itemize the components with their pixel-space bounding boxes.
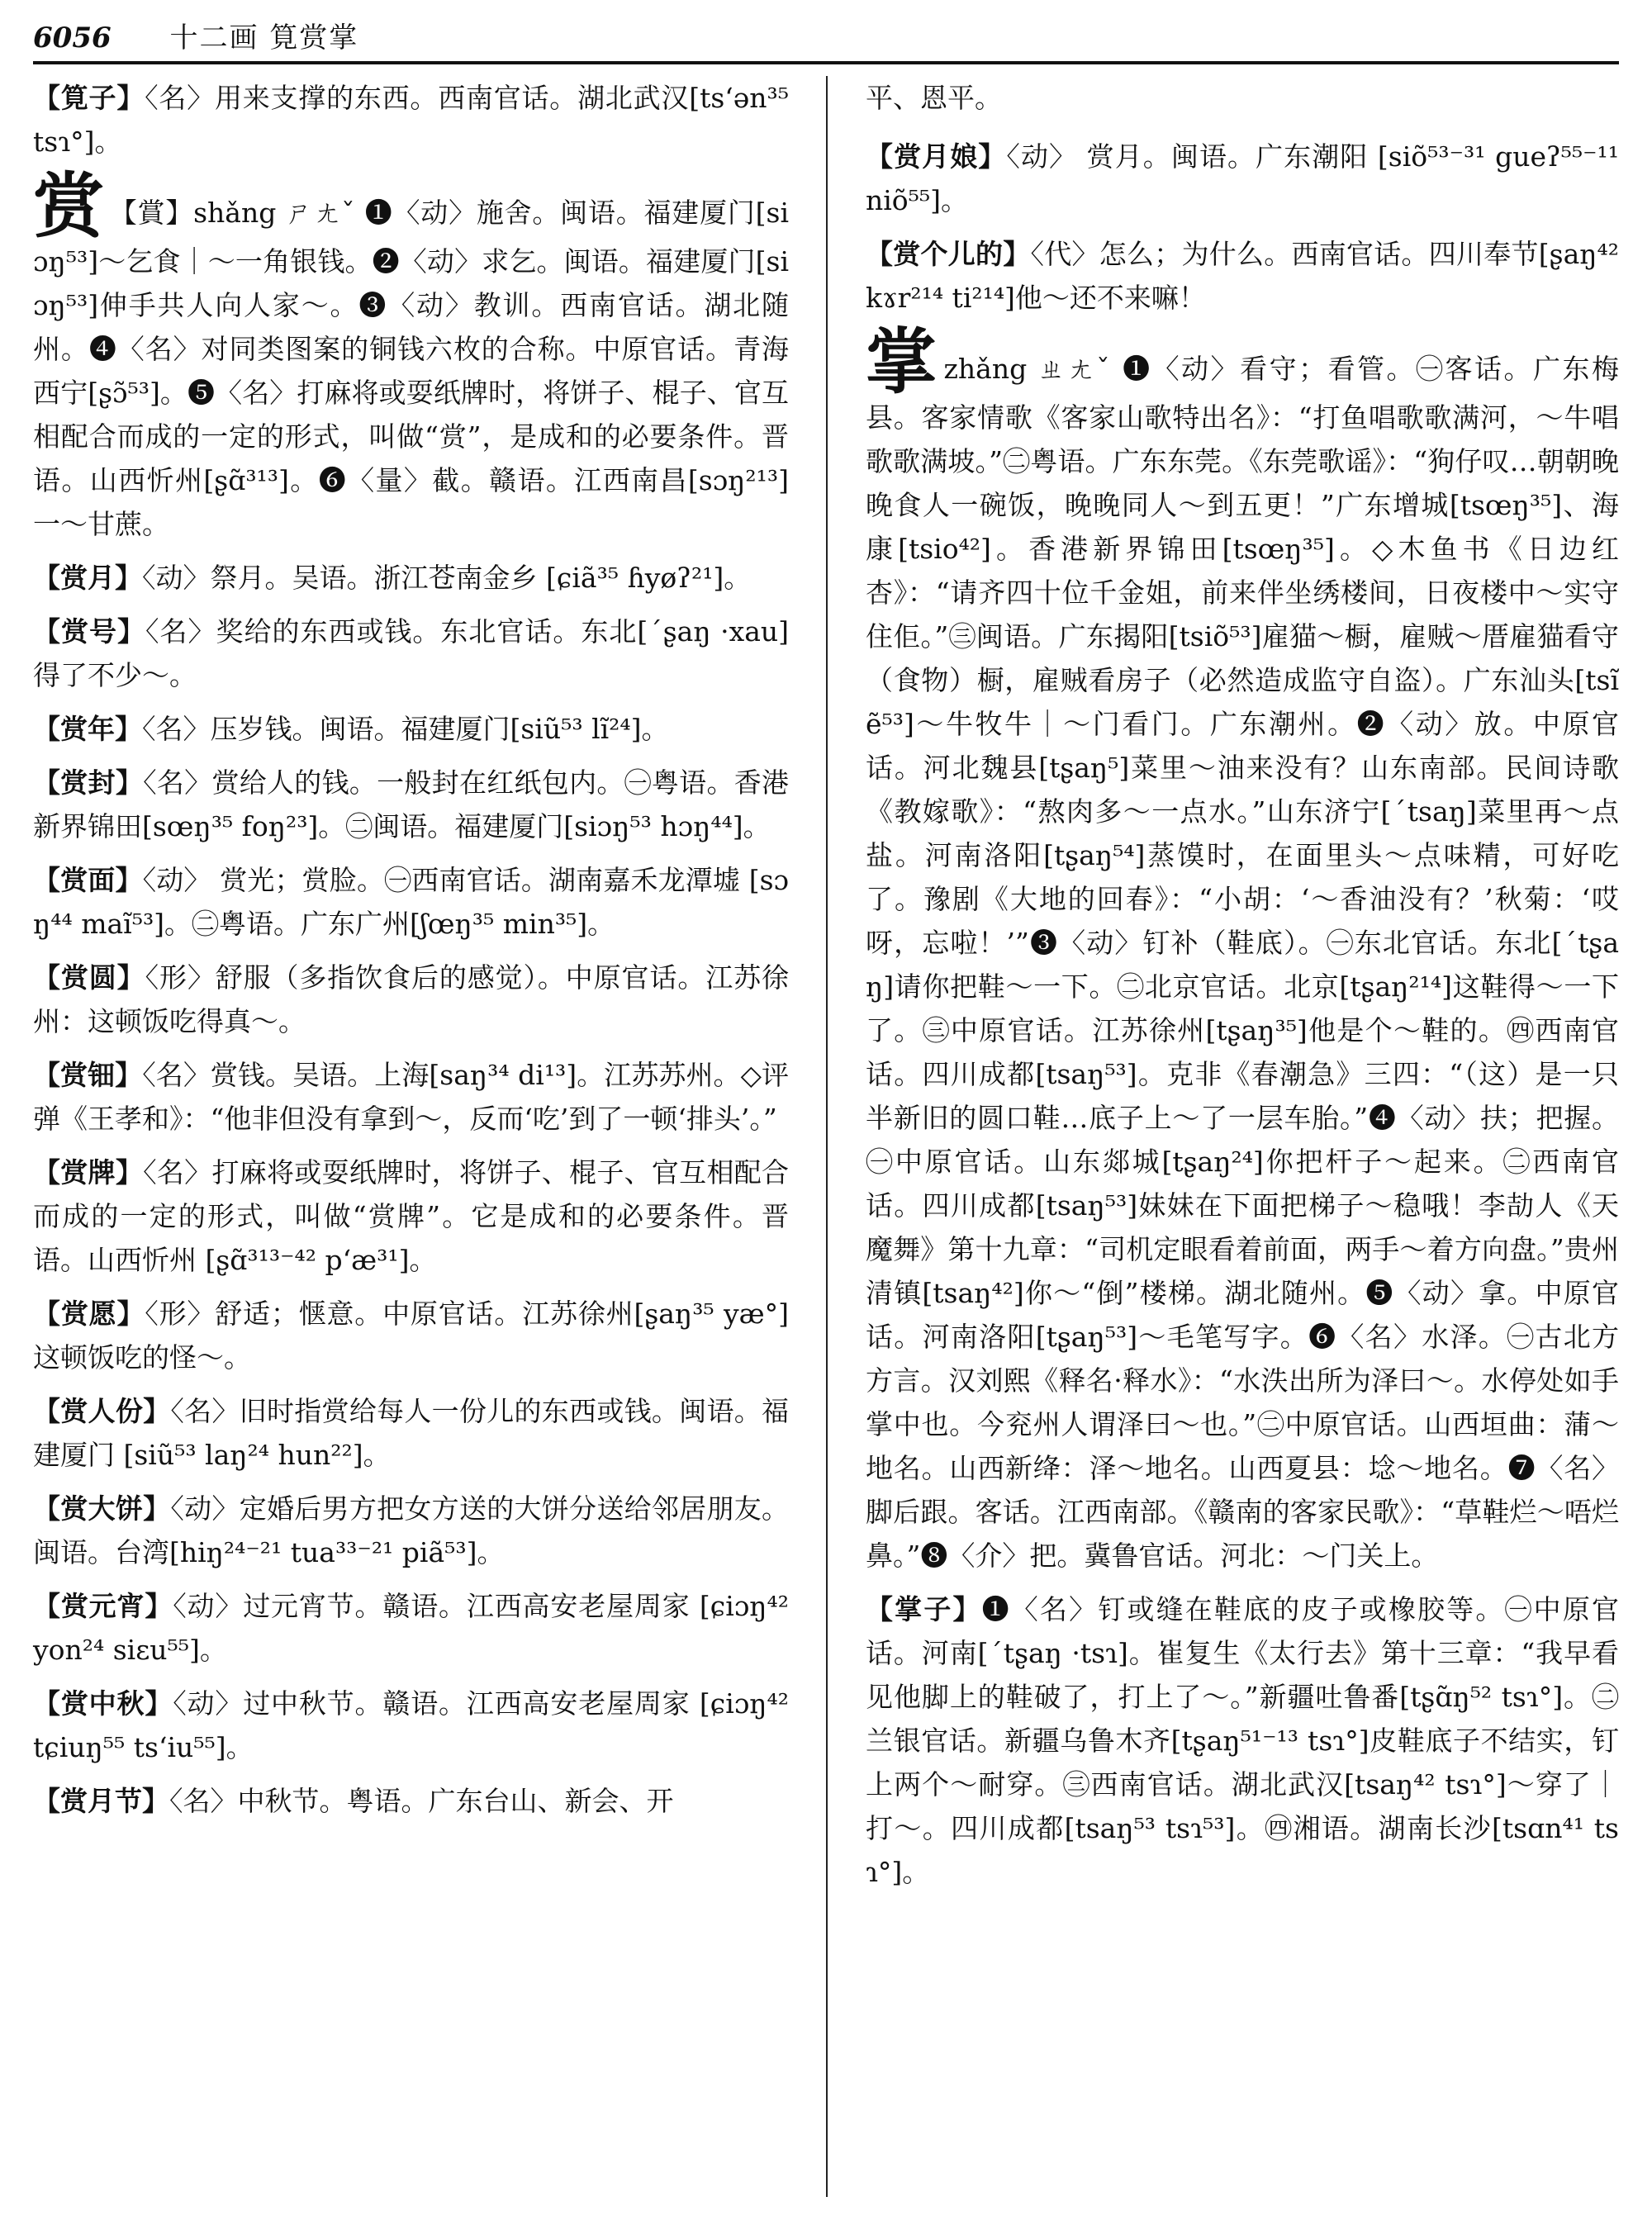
entry (33, 610, 789, 697)
definition: 〈名〉旧时指赏给每人一份儿的东西或钱。闽语。福建厦门 [siũ⁵³ laŋ²⁴ hun²²]。 (33, 1395, 790, 1471)
entry (33, 1151, 789, 1282)
headword: 【赏愿】 (33, 1298, 145, 1330)
entry-continuation (866, 76, 1619, 120)
headword: 【掌子】 (866, 1593, 982, 1625)
entry-main-shang (33, 164, 789, 546)
headword: 【赏面】 (33, 864, 143, 896)
headword: 【赏圆】 (33, 961, 145, 994)
definition: 〈名〉奖给的东西或钱。东北官话。东北[ˊʂaŋ ·xau]得了不少～。 (33, 615, 789, 691)
definition: 〈名〉赏钱。吴语。上海[saŋ³⁴ di¹³]。江苏苏州。◇评弹《王孝和》：“他非但没有拿到～，反而‘吃’到了一顿‘排头’。” (33, 1059, 790, 1135)
headword-character: 赏 (33, 164, 105, 248)
entry (33, 556, 789, 600)
entry-main-zhang (866, 320, 1620, 1578)
definition: 〈名〉压岁钱。闽语。福建厦门[siũ⁵³ lĩ²⁴]。 (142, 713, 669, 745)
definition: 〈名〉打麻将或耍纸牌时，将饼子、棍子、官互相配合而成的一定的形式，叫做“赏牌”。它是成和的必要条件。晋语。山西忻州 [ʂɑ̃³¹³⁻⁴² p‘æ³¹]。 (33, 1156, 790, 1276)
definition: 【賞】shǎng ㄕㄤˇ ❶〈动〉施舍。闽语。福建厦门[siɔŋ⁵³]～乞食｜～一角银钱。❷〈动〉求乞。闽语。福建厦门[siɔŋ⁵³]伸手共人向人家～。❸〈动〉教训。西南官话。湖北随州。❹〈名〉对同类图案的铜钱六枚的合称。中原官话。青海西宁[ʂɔ̃⁵³]。❺〈名〉打麻将或耍纸牌时，将饼子、棍子、官互相配合而成的一定的形式，叫做“赏”，是成和的必要条件。晋语。山西忻州[ʂɑ̃³¹³]。❻〈量〉截。赣语。江西南昌[sɔŋ²¹³]一～甘蔗。 (33, 197, 789, 540)
entry (33, 1053, 789, 1141)
headword: 【赏牌】 (33, 1156, 144, 1189)
definition: ❶〈名〉钉或缝在鞋底的皮子或橡胶等。㊀中原官话。河南[ˊtʂaŋ ·tsɿ]。崔复生《太行去》第十三章：“我早看见他脚上的鞋破了，打上了～。”新疆吐鲁番[tʂɑ̃ŋ⁵² tsɿ°]。㊁兰银官话。新疆乌鲁木齐[tʂaŋ⁵¹⁻¹³ tsɿ°]皮鞋底子不结实，钉上两个～耐穿。㊂西南官话。湖北武汉[tsaŋ⁴² tsɿ°]～穿了｜打～。四川成都[tsaŋ⁵³ tsɿ⁵³]。㊃湘语。湖南长沙[tsɑn⁴¹ tsɿ°]。 (866, 1593, 1620, 1888)
definition: 〈形〉舒适；惬意。中原官话。江苏徐州[ʂaŋ³⁵ yæ°]这顿饭吃的怪～。 (33, 1298, 789, 1374)
definition: 〈动〉过元宵节。赣语。江西高安老屋周家 [ɕiɔŋ⁴² yon²⁴ siɛu⁵⁵]。 (33, 1590, 790, 1666)
entry (33, 858, 789, 946)
definition: 〈动〉定婚后男方把女方送的大饼分送给邻居朋友。闽语。台湾[hiŋ²⁴⁻²¹ tua³³⁻²¹ piã⁵³]。 (33, 1492, 790, 1568)
definition: 〈代〉怎么；为什么。西南官话。四川奉节[ʂaŋ⁴² kɤr²¹⁴ ti²¹⁴]他～还不来嘛！ (866, 238, 1619, 314)
headword: 【赏月】 (33, 562, 142, 594)
definition: 平、恩平。 (866, 82, 1002, 114)
definition: 〈形〉舒服（多指饮食后的感觉）。中原官话。江苏徐州：这顿饭吃得真～。 (33, 961, 790, 1037)
headword: 【赏大饼】 (33, 1492, 171, 1525)
entry (866, 232, 1619, 320)
entry (33, 761, 789, 848)
entry (866, 1587, 1619, 1894)
definition: 〈名〉中秋节。粤语。广东台山、新会、开 (169, 1785, 674, 1817)
definition: zhǎng ㄓㄤˇ ❶〈动〉看守；看管。㊀客话。广东梅县。客家情歌《客家山歌特出名》：“打鱼唱歌歌满河，～牛唱歌歌满坡。”㊁粤语。广东东莞。《东莞歌谣》：“狗仔叹…朝朝晚晚食人一碗饭，晚晚同人～到五更！”广东增城[tsœŋ³⁵]、海康[tsio⁴²]。香港新界锦田[tsœŋ³⁵]。◇木鱼书《日边红杏》：“请齐四十位千金姐，前来伴坐绣楼间，日夜楼中～实守住佢。”㊂闽语。广东揭阳[tsiõ⁵³]雇猫～橱，雇贼～厝雇猫看守（食物）橱，雇贼看房子（必然造成监守自盗）。广东汕头[tsĩẽ⁵³]～牛牧牛｜～门看门。广东潮州。❷〈动〉放。中原官话。河北魏县[tʂaŋ⁵]菜里～油来没有？山东南部。民间诗歌《教嫁歌》：“熬肉多～一点水。”山东济宁[ˊtsaŋ]菜里再～点盐。河南洛阳[tʂaŋ⁵⁴]蒸馍时，在面里头～点味精，可好吃了。豫剧《大地的回春》：“小胡：‘～香油没有？’秋菊：‘哎呀，忘啦！’”❸〈动〉钉补（鞋底）。㊀东北官话。东北[ˊtʂaŋ]请你把鞋～一下。㊁北京官话。北京[tʂaŋ²¹⁴]这鞋得～一下了。㊂中原官话。江苏徐州[tʂaŋ³⁵]他是个～鞋的。㊃西南官话。四川成都[tsaŋ⁵³]。克非《春潮急》三四：“（这）是一只半新旧的圆口鞋…底子上～了一层车胎。”❹〈动〉扶；把握。㊀中原官话。山东郯城[tʂaŋ²⁴]你把杆子～起来。㊁西南官话。四川成都[tsaŋ⁵³]妹妹在下面把梯子～稳哦！李劼人《天魔舞》第十九章：“司机定眼看着前面，两手～着方向盘。”贵州清镇[tsaŋ⁴²]你～“倒”楼梯。湖北随州。❺〈动〉拿。中原官话。河南洛阳[tʂaŋ⁵³]～毛笔写字。❻〈名〉水泽。㊀古北方方言。汉刘熙《释名·释水》：“水泆出所为泽曰～。水停处如手掌中也。今兖州人谓泽曰～也。”㊁中原官话。山西垣曲：蒲～地名。山西新绛：泽～地名。山西夏县：埝～地名。❼〈名〉脚后跟。客话。江西南部。《赣南的客家民歌》：“草鞋烂～唔烂鼻。”❽〈介〉把。冀鲁官话。河北：～门关上。 (866, 353, 1620, 1572)
headword-character: 掌 (866, 320, 939, 404)
right-column (866, 76, 1619, 2197)
definition: 〈动〉过中秋节。赣语。江西高安老屋周家 [ɕiɔŋ⁴² tɕiuŋ⁵⁵ ts‘iu⁵⁵]。 (33, 1687, 790, 1763)
definition: 〈动〉 赏月。闽语。广东潮阳 [siõ⁵³⁻³¹ gueʔ⁵⁵⁻¹¹ niõ⁵⁵]。 (866, 140, 1619, 216)
page-header (33, 15, 1619, 64)
headword: 【赏封】 (33, 766, 144, 799)
entry (33, 1487, 789, 1574)
entry (33, 1292, 789, 1379)
headword: 【赏元宵】 (33, 1590, 173, 1622)
headword: 【赏中秋】 (33, 1687, 173, 1720)
entry (33, 1389, 789, 1477)
entry (33, 1682, 789, 1769)
headword: 【赏号】 (33, 615, 145, 648)
section-title: 十二画 筧赏掌 (169, 21, 359, 55)
headword: 【赏人份】 (33, 1395, 171, 1427)
headword: 【赏月节】 (33, 1785, 169, 1817)
definition: 〈动〉 赏光；赏脸。㊀西南官话。湖南嘉禾龙潭墟 [sɔŋ⁴⁴ maĩ⁵³]。㊁粤语。广东广州[ʃœŋ³⁵ min³⁵]。 (33, 864, 789, 940)
entry (33, 707, 789, 751)
headword: 【赏个儿的】 (866, 238, 1031, 270)
headword: 【赏年】 (33, 713, 142, 745)
left-column (33, 76, 789, 2197)
headword: 【赏钿】 (33, 1059, 143, 1091)
entry (33, 1779, 789, 1823)
headword: 【赏月娘】 (866, 140, 1007, 173)
page-number: 6056 (33, 21, 112, 55)
definition: 〈名〉赏给人的钱。一般封在红纸包内。㊀粤语。香港新界锦田[sœŋ³⁵ foŋ²³]。㊁闽语。福建厦门[siɔŋ⁵³ hɔŋ⁴⁴]。 (33, 766, 790, 842)
column-divider (826, 76, 828, 2197)
definition: 〈动〉祭月。吴语。浙江苍南金乡 [ɕiã³⁵ ɦyøʔ²¹]。 (142, 562, 752, 594)
headword: 【筧子】 (33, 82, 145, 114)
entry (33, 1584, 789, 1672)
entry (33, 956, 789, 1043)
definition: 〈名〉用来支撑的东西。西南官话。湖北武汉[ts‘ən³⁵ tsɿ°]。 (33, 82, 789, 158)
entry (866, 135, 1619, 222)
entry (33, 76, 789, 164)
